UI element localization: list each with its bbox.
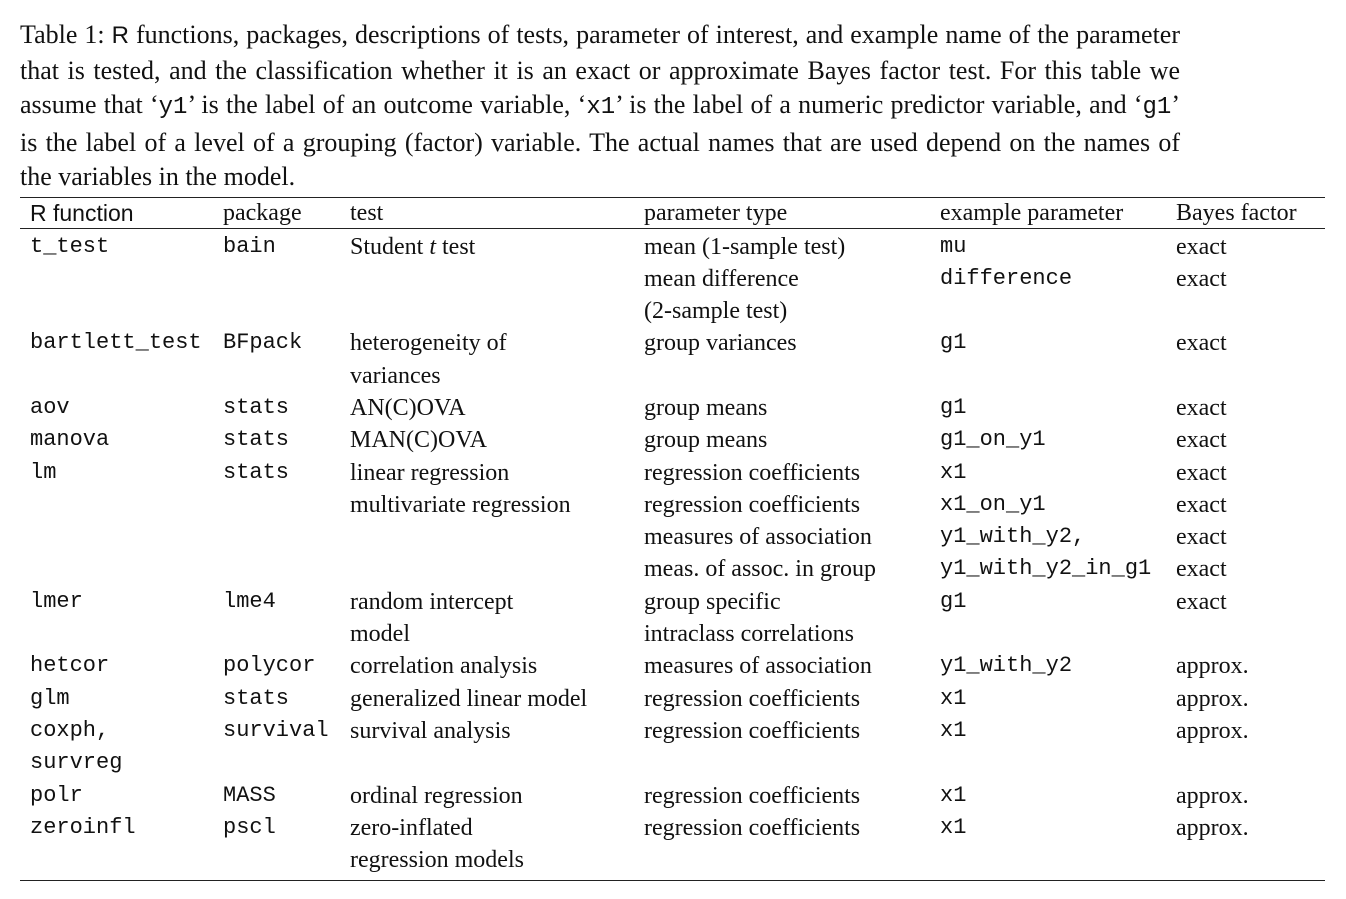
cell-example-parameter [930, 228, 1166, 327]
cell-parameter-type [634, 683, 930, 715]
cell-bayes-factor [1166, 715, 1325, 780]
cell-r-function-line: glm [30, 685, 70, 711]
cell-parameter-type-line: group specific [644, 588, 781, 615]
cell-r-function-line: t_test [30, 233, 110, 259]
cell-test [340, 650, 634, 682]
cell-r-function [20, 424, 213, 456]
cell-parameter-type-line: measures of association [644, 653, 872, 680]
cell-r-function-line: manova [30, 427, 110, 453]
cell-parameter-type-line: regression coefficients [644, 459, 861, 486]
cell-parameter-type-line: group variances [644, 330, 797, 357]
cell-r-function [20, 650, 213, 682]
cell-package-line: stats [223, 459, 290, 485]
cell-test-line: heterogeneity of [350, 330, 507, 357]
cell-parameter-type-line: measures of association [644, 524, 872, 551]
cell-test [340, 780, 634, 812]
cell-test-line: MAN(C)OVA [350, 427, 487, 454]
cell-bayes-factor-line [1176, 747, 1325, 779]
cell-example-parameter-line: x1_on_y1 [940, 491, 1046, 517]
cell-parameter-type-line: mean (1-sample test) [644, 233, 846, 260]
cell-parameter-type-line: regression coefficients [644, 717, 861, 744]
cell-r-function-line: lmer [30, 588, 83, 614]
table-row [20, 457, 1325, 586]
header-r-function: R function [30, 199, 134, 226]
cell-test-line [350, 521, 634, 553]
cell-bayes-factor-line: approx. [1176, 685, 1249, 712]
cell-test-line: survival analysis [350, 717, 511, 744]
cell-test-line [350, 747, 634, 779]
cell-test-line: variances [350, 362, 441, 389]
cell-package-line [223, 489, 340, 521]
cell-r-function-line [30, 521, 213, 553]
cell-example-parameter [930, 715, 1166, 780]
cell-package [213, 650, 340, 682]
cell-r-function [20, 228, 213, 327]
cell-parameter-type [634, 327, 930, 392]
cell-package-line [223, 521, 340, 553]
cell-r-function [20, 683, 213, 715]
cell-parameter-type-line: regression coefficients [644, 782, 861, 809]
cell-example-parameter-line [940, 295, 1166, 327]
cell-example-parameter-line: x1 [940, 717, 967, 743]
table-header-row [20, 197, 1325, 228]
test-student-t: t [429, 233, 437, 260]
cell-test-line: AN(C)OVA [350, 394, 466, 421]
cell-example-parameter-line [940, 618, 1166, 650]
test-student-prefix: Student [350, 233, 430, 260]
cell-parameter-type-line: regression coefficients [644, 491, 861, 518]
header-example-parameter: example parameter [940, 199, 1124, 226]
cell-parameter-type [634, 586, 930, 651]
cell-example-parameter [930, 650, 1166, 682]
table-row [20, 392, 1325, 424]
cell-package [213, 586, 340, 651]
cell-package-line: polycor [223, 653, 316, 679]
cell-example-parameter [930, 812, 1166, 881]
cell-package-line: survival [223, 717, 329, 743]
cell-parameter-type [634, 457, 930, 586]
cell-example-parameter-line: g1 [940, 588, 967, 614]
table-caption [20, 18, 1180, 195]
cell-package-line: MASS [223, 782, 276, 808]
cell-package [213, 780, 340, 812]
caption-text-4: ’ is the label of a level of a grouping (factor) variable. The actual names that are used depend on the names of the variables in the model. [20, 90, 1180, 191]
cell-parameter-type [634, 228, 930, 327]
cell-r-function-line: aov [30, 394, 70, 420]
cell-r-function [20, 392, 213, 424]
cell-r-function-line [30, 553, 213, 585]
table-row [20, 228, 1325, 327]
cell-example-parameter [930, 780, 1166, 812]
header-bayes-factor: Bayes factor [1176, 199, 1297, 226]
cell-bayes-factor-line: exact [1176, 233, 1227, 260]
cell-package-line [223, 553, 340, 585]
cell-test [340, 715, 634, 780]
cell-package [213, 812, 340, 881]
cell-example-parameter-line [940, 360, 1166, 392]
cell-example-parameter-line: g1_on_y1 [940, 427, 1046, 453]
table-row [20, 650, 1325, 682]
caption-text-3: ’ is the label of a numeric predictor variable, and ‘ [615, 90, 1143, 119]
cell-parameter-type-line: regression coefficients [644, 685, 861, 712]
cell-bayes-factor-line: approx. [1176, 814, 1249, 841]
cell-r-function [20, 780, 213, 812]
cell-package-line: stats [223, 394, 290, 420]
cell-package [213, 715, 340, 780]
caption-text-2: ’ is the label of an outcome variable, ‘ [187, 90, 587, 119]
cell-example-parameter [930, 392, 1166, 424]
cell-r-function-line: polr [30, 782, 83, 808]
caption-y1: y1 [158, 94, 188, 121]
cell-test-line: random intercept [350, 588, 514, 615]
cell-parameter-type-line: group means [644, 427, 768, 454]
cell-r-function-line: zeroinfl [30, 814, 136, 840]
cell-bayes-factor-line: exact [1176, 427, 1227, 454]
cell-parameter-type-line: regression coefficients [644, 814, 861, 841]
cell-test-line [350, 231, 634, 263]
cell-test-line: regression models [350, 847, 524, 874]
cell-test-line [350, 553, 634, 585]
cell-bayes-factor-line: exact [1176, 491, 1227, 518]
table-figure [20, 18, 1325, 881]
cell-parameter-type [634, 650, 930, 682]
cell-package-line: bain [223, 233, 276, 259]
cell-test [340, 392, 634, 424]
cell-test-line: model [350, 621, 410, 648]
cell-r-function [20, 457, 213, 586]
table-row [20, 812, 1325, 881]
cell-bayes-factor [1166, 424, 1325, 456]
cell-package-line: lme4 [223, 588, 276, 614]
cell-r-function-line: hetcor [30, 653, 110, 679]
cell-bayes-factor-line: exact [1176, 459, 1227, 486]
cell-bayes-factor-line: exact [1176, 556, 1227, 583]
test-student-suffix: test [436, 233, 476, 260]
cell-example-parameter-line [940, 844, 1166, 876]
cell-example-parameter-line: x1 [940, 459, 967, 485]
functions-table [20, 197, 1325, 882]
cell-package [213, 228, 340, 327]
table-row [20, 683, 1325, 715]
cell-bayes-factor [1166, 586, 1325, 651]
cell-parameter-type-line: intraclass correlations [644, 621, 854, 648]
cell-parameter-type-line: meas. of assoc. in group [644, 556, 876, 583]
cell-test-line: linear regression [350, 459, 510, 486]
cell-bayes-factor-line: exact [1176, 330, 1227, 357]
cell-example-parameter [930, 424, 1166, 456]
caption-text-1: functions, packages, descriptions of tests, parameter of interest, and example name of the parameter that is tested, and the classification whether it is an exact or approximate Bayes factor test. For this table we assume that ‘ [20, 20, 1180, 119]
cell-test [340, 457, 634, 586]
cell-parameter-type-line: group means [644, 394, 768, 421]
cell-r-function-line: lm [30, 459, 57, 485]
cell-bayes-factor-line: exact [1176, 394, 1227, 421]
cell-example-parameter-line: y1_with_y2 [940, 653, 1073, 679]
cell-package [213, 327, 340, 392]
cell-test-line: multivariate regression [350, 491, 571, 518]
cell-test [340, 683, 634, 715]
cell-parameter-type-line: (2-sample test) [644, 298, 788, 325]
cell-parameter-type [634, 715, 930, 780]
cell-bayes-factor [1166, 392, 1325, 424]
cell-test-line: correlation analysis [350, 653, 538, 680]
cell-example-parameter [930, 457, 1166, 586]
cell-test [340, 586, 634, 651]
cell-example-parameter-line: mu [940, 233, 967, 259]
cell-bayes-factor [1166, 683, 1325, 715]
table-row [20, 715, 1325, 780]
table-row [20, 424, 1325, 456]
cell-r-function [20, 812, 213, 881]
cell-parameter-type-line: mean difference [644, 265, 799, 292]
cell-example-parameter-line: x1 [940, 782, 967, 808]
cell-test-line: zero-inflated [350, 814, 473, 841]
cell-package [213, 457, 340, 586]
cell-example-parameter-line: difference [940, 265, 1073, 291]
cell-example-parameter [930, 586, 1166, 651]
cell-r-function-line: coxph, [30, 717, 110, 743]
cell-bayes-factor [1166, 780, 1325, 812]
cell-parameter-type [634, 392, 930, 424]
cell-example-parameter-line: y1_with_y2, [940, 524, 1086, 550]
cell-test [340, 327, 634, 392]
cell-package-line: BFpack [223, 330, 303, 356]
cell-package-line: stats [223, 685, 290, 711]
caption-r: R [111, 22, 129, 49]
cell-example-parameter-line: x1 [940, 814, 967, 840]
cell-parameter-type [634, 424, 930, 456]
table-body [20, 228, 1325, 881]
cell-parameter-type-line [644, 844, 930, 876]
cell-parameter-type [634, 812, 930, 881]
cell-package [213, 683, 340, 715]
cell-bayes-factor-line [1176, 360, 1325, 392]
cell-parameter-type-line [644, 747, 930, 779]
cell-package [213, 392, 340, 424]
cell-r-function [20, 586, 213, 651]
cell-test-line: generalized linear model [350, 685, 588, 712]
cell-bayes-factor [1166, 812, 1325, 881]
cell-package-line [223, 747, 340, 779]
cell-bayes-factor [1166, 327, 1325, 392]
cell-parameter-type-line [644, 360, 930, 392]
cell-bayes-factor-line [1176, 618, 1325, 650]
cell-test [340, 812, 634, 881]
cell-r-function [20, 715, 213, 780]
cell-example-parameter-line [940, 747, 1166, 779]
cell-package-line: stats [223, 427, 290, 453]
cell-example-parameter-line: g1 [940, 394, 967, 420]
caption-label: Table 1: [20, 20, 112, 49]
cell-bayes-factor-line: approx. [1176, 653, 1249, 680]
cell-package [213, 424, 340, 456]
cell-package-line: pscl [223, 814, 276, 840]
table-row [20, 327, 1325, 392]
cell-bayes-factor [1166, 650, 1325, 682]
caption-x1: x1 [586, 94, 616, 121]
cell-example-parameter-line: g1 [940, 330, 967, 356]
header-package: package [223, 199, 302, 226]
cell-bayes-factor-line: exact [1176, 524, 1227, 551]
cell-bayes-factor-line: approx. [1176, 782, 1249, 809]
cell-r-function-line [30, 489, 213, 521]
cell-r-function-line: survreg [30, 750, 123, 776]
cell-bayes-factor-line: exact [1176, 265, 1227, 292]
cell-example-parameter-line: x1 [940, 685, 967, 711]
cell-bayes-factor-line: approx. [1176, 717, 1249, 744]
cell-example-parameter [930, 683, 1166, 715]
cell-example-parameter [930, 327, 1166, 392]
cell-bayes-factor [1166, 228, 1325, 327]
cell-bayes-factor [1166, 457, 1325, 586]
cell-bayes-factor-line [1176, 844, 1325, 876]
cell-test [340, 424, 634, 456]
table-row [20, 780, 1325, 812]
cell-bayes-factor-line [1176, 295, 1325, 327]
cell-parameter-type [634, 780, 930, 812]
caption-g1: g1 [1142, 94, 1172, 121]
cell-r-function-line: bartlett_test [30, 330, 202, 356]
cell-r-function [20, 327, 213, 392]
cell-example-parameter-line: y1_with_y2_in_g1 [940, 556, 1152, 582]
header-parameter-type: parameter type [644, 199, 788, 226]
cell-test [340, 228, 634, 327]
cell-bayes-factor-line: exact [1176, 588, 1227, 615]
header-test: test [350, 199, 384, 226]
table-row [20, 586, 1325, 651]
cell-test-line: ordinal regression [350, 782, 523, 809]
